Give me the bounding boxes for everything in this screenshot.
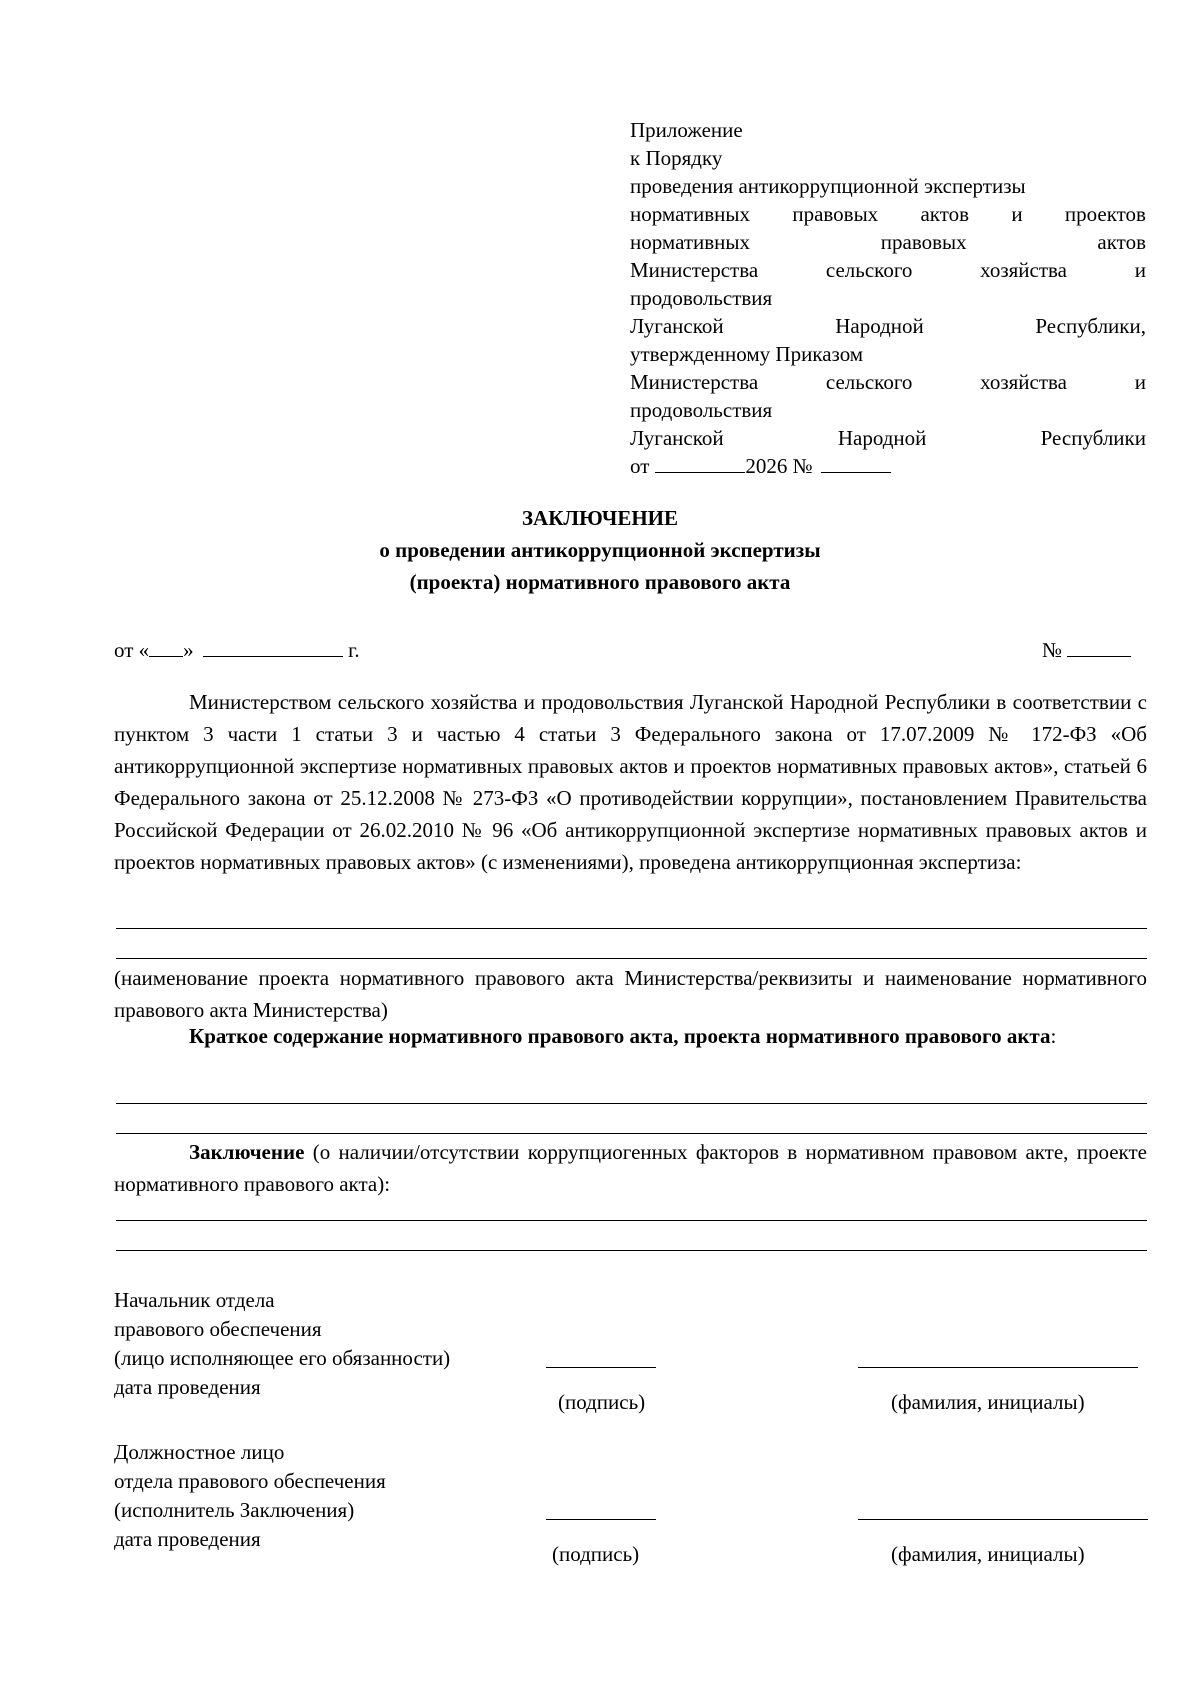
appendix-block bbox=[630, 116, 1146, 480]
appendix-line bbox=[630, 200, 1146, 228]
word: и bbox=[1011, 202, 1023, 226]
signatory-line: Начальник отдела bbox=[114, 1288, 275, 1312]
name-caption: (фамилия, инициалы) bbox=[891, 1390, 1085, 1414]
date-prefix: от bbox=[630, 454, 650, 478]
appendix-line bbox=[630, 312, 1146, 340]
word: сельского bbox=[825, 370, 913, 394]
appendix-line: к Порядку bbox=[630, 146, 723, 170]
appendix-line: Приложение bbox=[630, 118, 743, 142]
appendix-line: утвержденному Приказом bbox=[630, 342, 864, 366]
document-subtitle: о проведении антикоррупционной экспертизы bbox=[379, 538, 821, 562]
word: хозяйства bbox=[980, 370, 1068, 394]
appendix-line bbox=[630, 228, 1146, 256]
word: актов bbox=[1097, 230, 1146, 254]
word: Республики, bbox=[1035, 314, 1146, 338]
word: и bbox=[1134, 370, 1146, 394]
word: нормативных bbox=[630, 230, 751, 254]
signatory-line: правового обеспечения bbox=[114, 1317, 322, 1341]
number-blank[interactable] bbox=[1067, 636, 1131, 657]
appendix-line bbox=[630, 256, 1146, 284]
summary-label-tail: : bbox=[1050, 1024, 1057, 1048]
word: Народной bbox=[837, 426, 927, 450]
word: хозяйства bbox=[980, 258, 1068, 282]
word: Луганской bbox=[630, 314, 724, 338]
order-number-blank[interactable] bbox=[821, 452, 891, 473]
word: Народной bbox=[835, 314, 924, 338]
act-name-caption: (наименование проекта нормативного правового акта Министерства/реквизиты и наименование нормативного правового акта Министерства) bbox=[114, 966, 1147, 1022]
signature-2-blank[interactable] bbox=[546, 1519, 656, 1520]
summary-label bbox=[114, 1020, 1147, 1052]
conclusion-label bbox=[114, 1136, 1147, 1200]
appendix-line bbox=[630, 424, 1146, 452]
date-year: 2026 № bbox=[745, 454, 813, 478]
signature-caption: (подпись) bbox=[552, 1542, 640, 1566]
signatory-line: дата проведения bbox=[114, 1527, 261, 1551]
word: правовых bbox=[880, 230, 967, 254]
fill-line[interactable] bbox=[116, 1220, 1147, 1221]
fill-line[interactable] bbox=[116, 928, 1147, 929]
signature-1-blank[interactable] bbox=[546, 1367, 656, 1368]
date-open: от « bbox=[114, 638, 150, 662]
word: нормативных bbox=[630, 202, 751, 226]
summary-label-bold: Краткое содержание нормативного правового акта, проекта нормативного правового акта bbox=[189, 1024, 1051, 1048]
appendix-line: проведения антикоррупционной экспертизы bbox=[630, 174, 1026, 198]
word: сельского bbox=[825, 258, 913, 282]
number-label: № bbox=[1042, 638, 1063, 662]
name-1-blank[interactable] bbox=[858, 1367, 1138, 1368]
name-2-blank[interactable] bbox=[858, 1519, 1148, 1520]
signatory-line: (лицо исполняющее его обязанности) bbox=[114, 1346, 451, 1370]
document-title: ЗАКЛЮЧЕНИЕ bbox=[521, 506, 679, 530]
name-caption: (фамилия, инициалы) bbox=[891, 1542, 1085, 1566]
legal-basis-paragraph: Министерством сельского хозяйства и продовольствия Луганской Народной Республики в соответствии с пунктом 3 части 1 статьи 3 и частью 4 статьи 3 Федерального закона от 17.07.2009 № 172-ФЗ «Об антикоррупционной экспертизе нормативных правовых актов и проектов нормативных правовых актов», статьей 6 Федерального закона от 25.12.2008 № 273-ФЗ «О противодействии коррупции», постановлением Правительства Российской Федерации от 26.02.2010 № 96 «Об антикоррупционной экспертизе нормативных правовых актов и проектов нормативных правовых актов» (с изменениями), проведена антикоррупционная экспертиза: bbox=[114, 690, 1147, 874]
month-year-blank[interactable] bbox=[203, 636, 343, 657]
word: Луганской bbox=[630, 426, 724, 450]
word: правовых bbox=[792, 202, 879, 226]
signatory-line: (исполнитель Заключения) bbox=[114, 1498, 355, 1522]
date-close: » bbox=[183, 638, 194, 662]
signature-caption: (подпись) bbox=[558, 1390, 646, 1414]
signatory-line: отдела правового обеспечения bbox=[114, 1469, 386, 1493]
appendix-line: продовольствия bbox=[630, 286, 773, 310]
conclusion-label-tail: (о наличии/отсутствии коррупциогенных факторов в нормативном правовом акте, проекте нормативного правового акта): bbox=[114, 1140, 1147, 1196]
fill-line[interactable] bbox=[116, 958, 1147, 959]
conclusion-label-bold: Заключение bbox=[189, 1140, 305, 1164]
word: проектов bbox=[1064, 202, 1146, 226]
document-subtitle: (проекта) нормативного правового акта bbox=[409, 570, 791, 594]
appendix-line: продовольствия bbox=[630, 398, 773, 422]
year-suffix: г. bbox=[348, 638, 360, 662]
signatory-1-position bbox=[114, 1286, 450, 1402]
fill-line[interactable] bbox=[116, 1133, 1147, 1134]
appendix-date-line bbox=[630, 452, 1146, 480]
date-blank[interactable] bbox=[655, 452, 745, 473]
conclusion-date bbox=[114, 636, 360, 663]
signatory-line: Должностное лицо bbox=[114, 1440, 285, 1464]
appendix-line bbox=[630, 368, 1146, 396]
signatory-2-position bbox=[114, 1438, 386, 1554]
word: и bbox=[1134, 258, 1146, 282]
fill-line[interactable] bbox=[116, 1103, 1147, 1104]
fill-line[interactable] bbox=[116, 1250, 1147, 1251]
conclusion-number bbox=[1042, 636, 1131, 663]
word: Министерства bbox=[630, 370, 759, 394]
word: Республики bbox=[1040, 426, 1146, 450]
day-blank[interactable] bbox=[149, 636, 183, 657]
signatory-line: дата проведения bbox=[114, 1375, 261, 1399]
word: актов bbox=[920, 202, 970, 226]
word: Министерства bbox=[630, 258, 759, 282]
